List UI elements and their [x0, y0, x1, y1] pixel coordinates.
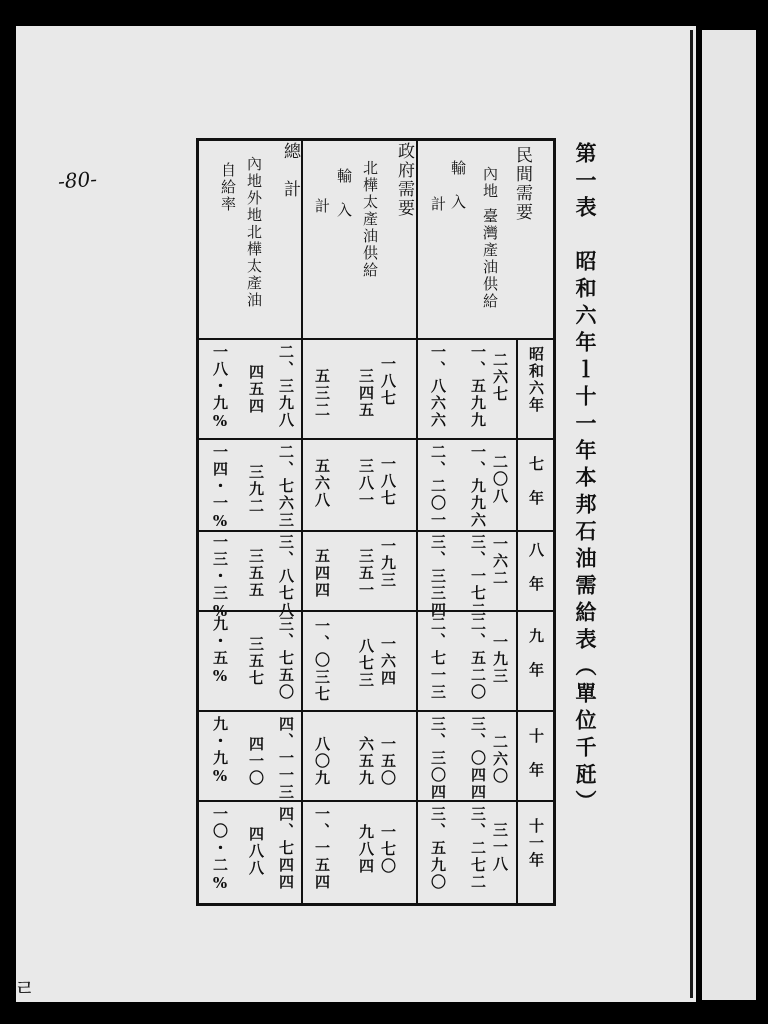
cell-civil-supply: 二六七: [491, 352, 509, 403]
header-gov-total: 計: [313, 198, 331, 215]
header-gov-supply: 北樺太產油供給: [361, 160, 379, 279]
cell-civil-total: 三、三〇四: [429, 716, 447, 801]
cell-domestic: 三九二: [247, 464, 265, 515]
cell-gov-total: 一、〇三七: [313, 618, 331, 703]
cell-civil-total: 一、八六六: [429, 344, 447, 429]
cell-civil-import: 一、五九九: [469, 344, 487, 429]
header-gov-import: 輸 入: [335, 168, 353, 219]
cell-gov-total: 五三二: [313, 368, 331, 419]
year-label: 七 年: [527, 456, 545, 507]
cell-self-rate: 九・五%: [211, 616, 229, 687]
cell-self-rate: 一四・一%: [211, 444, 229, 532]
row-sep-3: [196, 610, 556, 612]
cell-grand-total: 四、七四四: [277, 806, 295, 891]
cell-gov-total: 一、一五四: [313, 806, 331, 891]
header-civil-domestic: 內地: [481, 166, 499, 200]
cell-gov-total: 五六八: [313, 458, 331, 509]
row-sep-5: [196, 800, 556, 802]
year-label: 昭和六年: [527, 346, 545, 414]
page-fold: [690, 30, 693, 998]
table-right-border: [553, 138, 556, 906]
year-label: 十 年: [527, 728, 545, 779]
cell-grand-total: 三、七五〇: [277, 616, 295, 701]
header-civil-total: 計: [429, 196, 447, 213]
cell-domestic: 四八八: [247, 826, 265, 877]
row-sep-1: [196, 438, 556, 440]
header-domestic-oil: 內地外地北樺太產油: [245, 156, 263, 309]
cell-gov-total: 八〇九: [313, 736, 331, 787]
cell-gov-import: 三八一: [357, 458, 375, 509]
cell-gov-total: 五四四: [313, 548, 331, 599]
cell-self-rate: 一三・三%: [211, 534, 229, 622]
cell-civil-import: 三、二七二: [469, 806, 487, 891]
cell-civil-total: 二、七一三: [429, 616, 447, 701]
divider-civil-year: [516, 338, 518, 906]
cell-gov-supply: 一八七: [379, 356, 397, 407]
header-civil-supply: 臺灣產油供給: [481, 208, 499, 310]
cell-self-rate: 一八・九%: [211, 344, 229, 432]
header-self-rate: 自給率: [219, 162, 237, 213]
cell-grand-total: 三、八七八: [277, 534, 295, 619]
page-number-note: -80-: [57, 166, 98, 194]
cell-civil-supply: 三一八: [491, 822, 509, 873]
cell-civil-import: 三、一七二: [469, 534, 487, 619]
cell-gov-supply: 一七〇: [379, 824, 397, 875]
cell-domestic: 三五七: [247, 636, 265, 687]
cell-civil-supply: 二六〇: [491, 734, 509, 785]
header-civil-import: 輸 入: [449, 160, 467, 211]
cell-civil-supply: 一九三: [491, 634, 509, 685]
cell-gov-import: 八七三: [357, 638, 375, 689]
table-top-border: [196, 138, 556, 141]
cell-gov-supply: 一五〇: [379, 736, 397, 787]
divider-total-gov: [301, 138, 303, 906]
cell-civil-total: 三、三三四: [429, 534, 447, 619]
cell-domestic: 四五四: [247, 364, 265, 415]
cell-civil-total: 二、二〇一: [429, 444, 447, 529]
row-sep-2: [196, 530, 556, 532]
cell-civil-total: 三、五九〇: [429, 806, 447, 891]
cell-domestic: 四一〇: [247, 736, 265, 787]
cell-gov-supply: 一八七: [379, 456, 397, 507]
cell-domestic: 三五五: [247, 548, 265, 599]
header-separator: [196, 338, 556, 340]
header-gov: 政府需要: [394, 142, 414, 218]
cell-grand-total: 四、一一三: [277, 716, 295, 801]
cell-gov-import: 九八四: [357, 824, 375, 875]
cell-civil-import: 三、〇四四: [469, 716, 487, 801]
cell-self-rate: 九・九%: [211, 716, 229, 787]
cell-civil-supply: 二〇八: [491, 454, 509, 505]
header-grand-total: 總 計: [280, 142, 300, 199]
cell-civil-supply: 一六二: [491, 536, 509, 587]
table-left-border: [196, 138, 199, 906]
header-civil: 民間需要: [512, 146, 532, 222]
year-label: 九 年: [527, 628, 545, 679]
corner-mark: ㄹ: [14, 977, 36, 1002]
adjacent-page-edge: [702, 30, 756, 1000]
year-label: 十一年: [527, 818, 545, 869]
cell-grand-total: 二、七六三: [277, 444, 295, 529]
table-bottom-border: [196, 903, 556, 906]
year-label: 八 年: [527, 542, 545, 593]
cell-gov-import: 三四五: [357, 368, 375, 419]
cell-civil-import: 一、九九六: [469, 444, 487, 529]
supply-demand-table: [196, 138, 556, 908]
table-title: 第一表 昭和六年ｌ十一年本邦石油需給表（單位千瓩）: [573, 142, 598, 817]
cell-gov-supply: 一九三: [379, 538, 397, 589]
row-sep-4: [196, 710, 556, 712]
cell-gov-import: 三五一: [357, 548, 375, 599]
cell-grand-total: 二、三九八: [277, 344, 295, 429]
cell-gov-import: 六五九: [357, 736, 375, 787]
cell-civil-import: 二、五二〇: [469, 616, 487, 701]
cell-self-rate: 一〇・二%: [211, 806, 229, 894]
cell-gov-supply: 一六四: [379, 636, 397, 687]
divider-gov-civil: [416, 138, 418, 906]
